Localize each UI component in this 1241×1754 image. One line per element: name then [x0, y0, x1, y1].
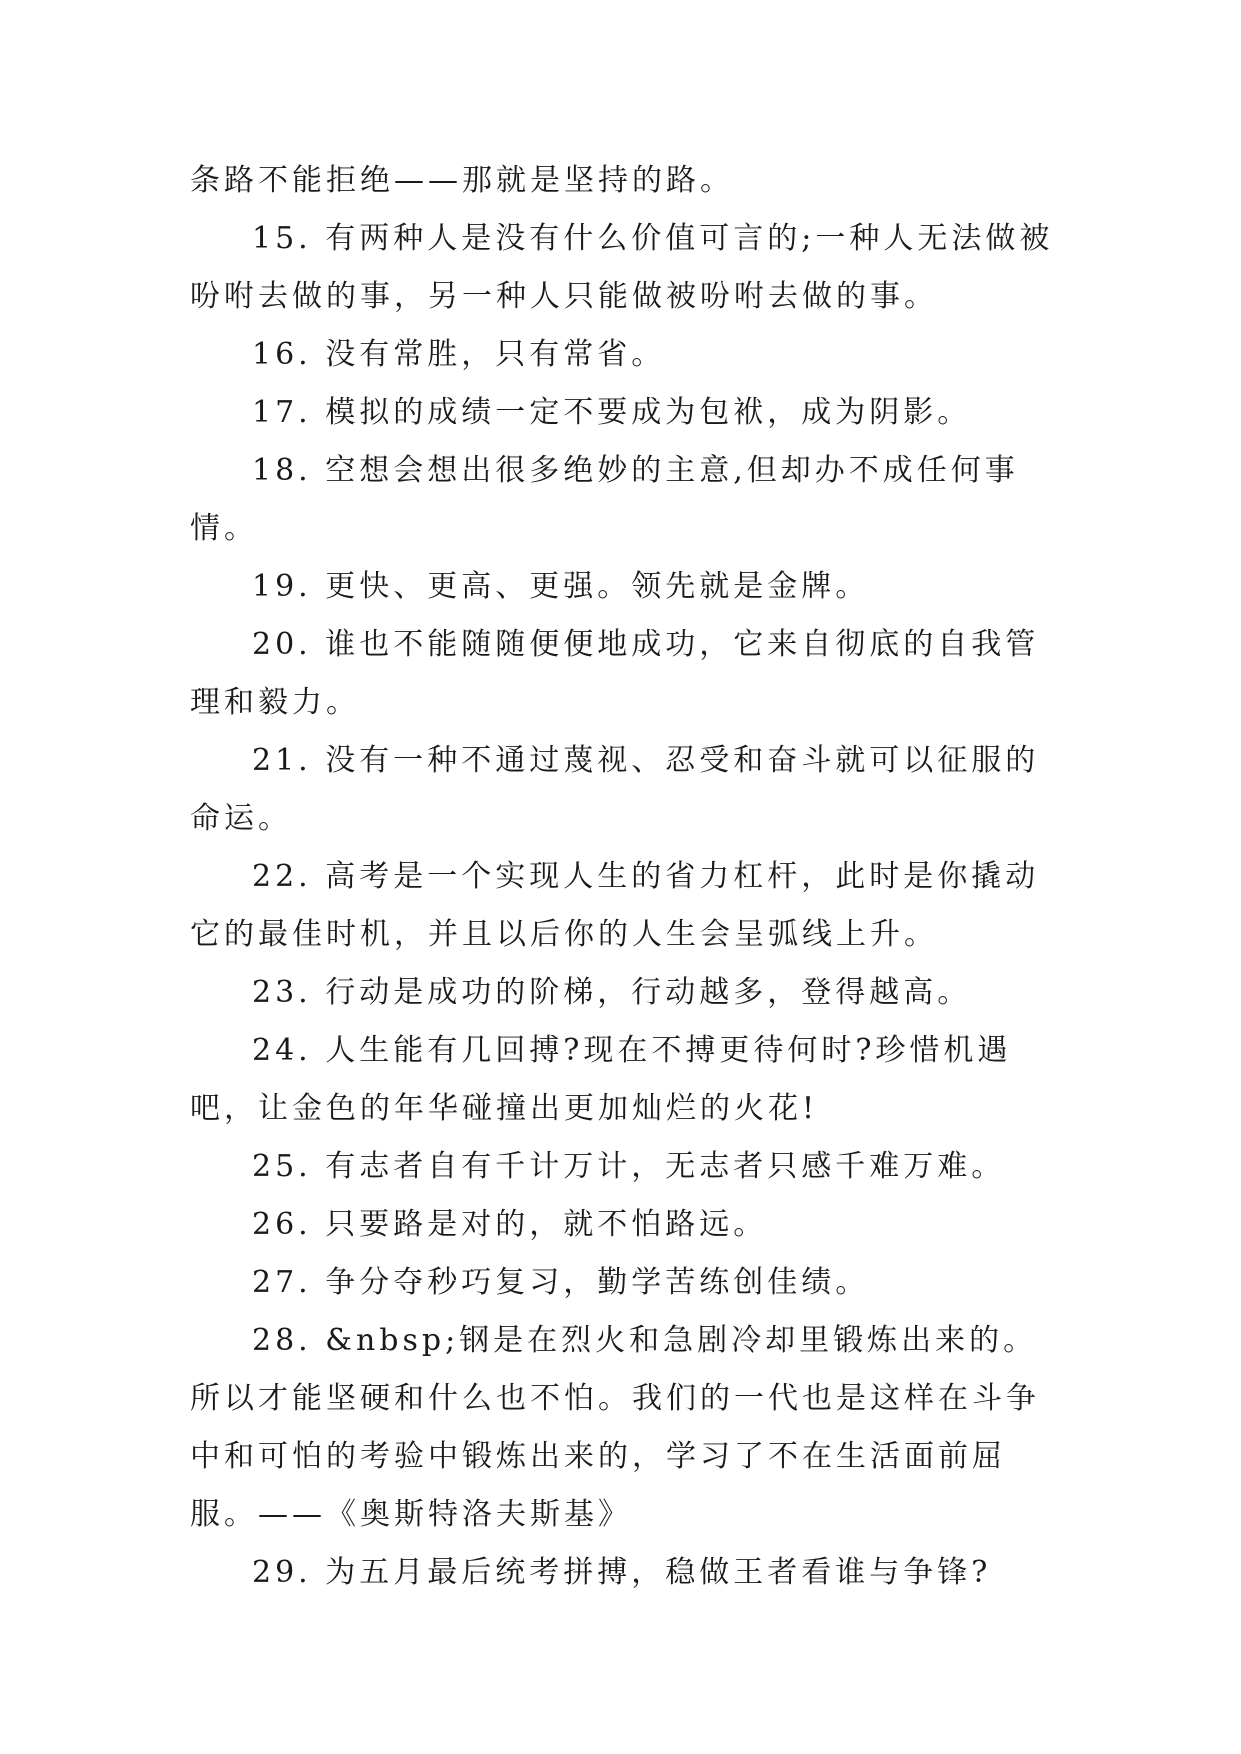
- paragraph-item-15: 15. 有两种人是没有什么价值可言的;一种人无法做被吩咐去做的事，另一种人只能做被吩咐去做的事。: [190, 221, 1054, 314]
- paragraph-item-22: 22. 高考是一个实现人生的省力杠杆，此时是你撬动它的最佳时机，并且以后你的人生会呈弧线上升。: [190, 859, 1040, 952]
- paragraph-item-29: 29. 为五月最后统考拼搏，稳做王者看谁与争锋?: [252, 1555, 992, 1590]
- paragraph-item-16: 16. 没有常胜，只有常省。: [252, 337, 666, 372]
- paragraph-item-25: 25. 有志者自有千计万计，无志者只感千难万难。: [252, 1149, 1006, 1184]
- paragraph-item-17: 17. 模拟的成绩一定不要成为包袱，成为阴影。: [252, 395, 972, 430]
- paragraph-item-23: 23. 行动是成功的阶梯，行动越多，登得越高。: [252, 975, 972, 1010]
- paragraph-item-21: 21. 没有一种不通过蔑视、忍受和奋斗就可以征服的命运。: [190, 743, 1040, 836]
- paragraph-continuation: 条路不能拒绝——那就是坚持的路。: [190, 163, 734, 198]
- paragraph-item-19: 19. 更快、更高、更强。领先就是金牌。: [252, 569, 870, 604]
- paragraph-item-28: 28. &nbsp;钢是在烈火和急剧冷却里锻炼出来的。所以才能坚硬和什么也不怕。我们的一代也是这样在斗争中和可怕的考验中锻炼出来的，学习了不在生活面前屈服。——《奥斯特洛夫斯基》: [190, 1323, 1040, 1532]
- paragraph-item-18: 18. 空想会想出很多绝妙的主意,但却办不成任何事情。: [190, 453, 1019, 546]
- paragraph-item-26: 26. 只要路是对的，就不怕路远。: [252, 1207, 768, 1242]
- paragraph-item-27: 27. 争分夺秒巧复习，勤学苦练创佳绩。: [252, 1265, 870, 1300]
- paragraph-item-20: 20. 谁也不能随随便便地成功，它来自彻底的自我管理和毅力。: [190, 627, 1040, 720]
- document-body: [190, 152, 1058, 1602]
- paragraph-item-24: 24. 人生能有几回搏?现在不搏更待何时?珍惜机遇吧，让金色的年华碰撞出更加灿烂的火花!: [190, 1033, 1012, 1126]
